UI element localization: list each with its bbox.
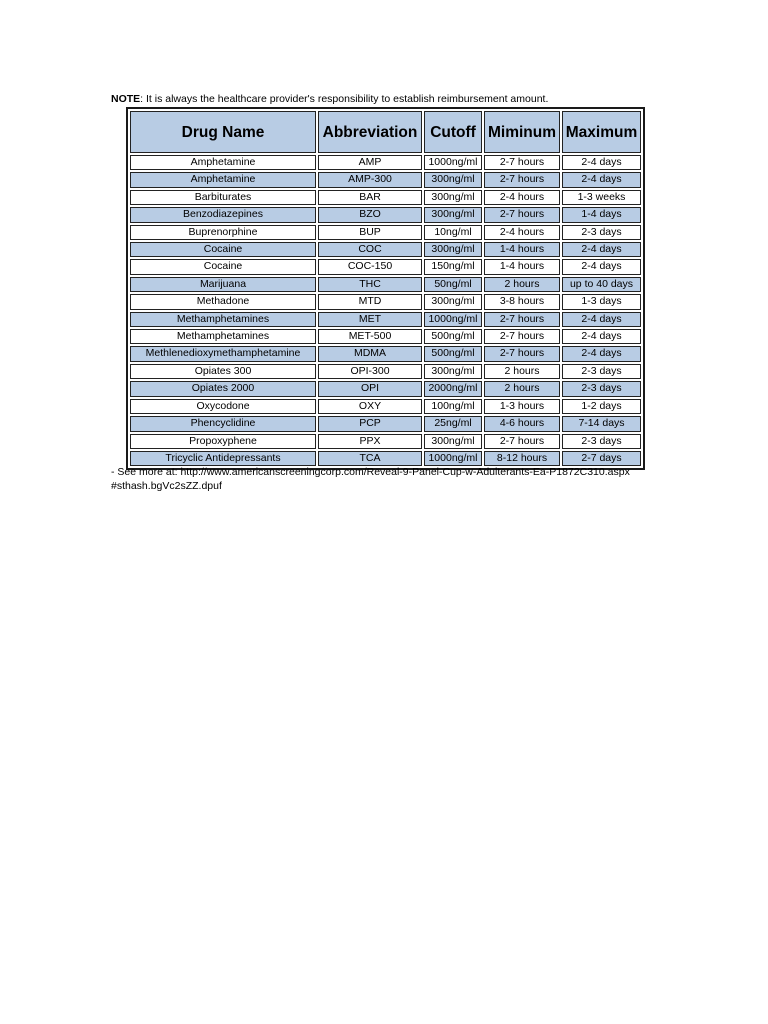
table-row <box>130 190 641 205</box>
cell-cutoff: 150ng/ml <box>424 259 482 274</box>
cell-cutoff: 300ng/ml <box>424 242 482 257</box>
cell-cutoff: 500ng/ml <box>424 346 482 361</box>
cell-minimum: 1-4 hours <box>484 259 560 274</box>
cell-drug-name: Oxycodone <box>130 399 316 414</box>
cell-cutoff: 100ng/ml <box>424 399 482 414</box>
table-row <box>130 399 641 414</box>
cell-drug-name: Tricyclic Antidepressants <box>130 451 316 466</box>
cell-cutoff: 300ng/ml <box>424 434 482 449</box>
table-row <box>130 416 641 431</box>
cell-minimum: 4-6 hours <box>484 416 560 431</box>
cell-cutoff: 300ng/ml <box>424 294 482 309</box>
cell-cutoff: 1000ng/ml <box>424 312 482 327</box>
table-row <box>130 346 641 361</box>
cell-maximum: 2-4 days <box>562 172 641 187</box>
cell-maximum: 2-4 days <box>562 312 641 327</box>
cell-maximum: up to 40 days <box>562 277 641 292</box>
cell-drug-name: Cocaine <box>130 242 316 257</box>
cell-minimum: 2 hours <box>484 277 560 292</box>
cell-maximum: 1-2 days <box>562 399 641 414</box>
cell-minimum: 2-7 hours <box>484 172 560 187</box>
table-row <box>130 172 641 187</box>
cell-maximum: 1-4 days <box>562 207 641 222</box>
cell-maximum: 1-3 days <box>562 294 641 309</box>
cell-maximum: 2-4 days <box>562 242 641 257</box>
cell-minimum: 2 hours <box>484 381 560 396</box>
table-header-row <box>130 111 641 153</box>
table-row <box>130 434 641 449</box>
table-row <box>130 312 641 327</box>
cell-drug-name: Barbiturates <box>130 190 316 205</box>
cell-minimum: 2-7 hours <box>484 346 560 361</box>
cell-minimum: 8-12 hours <box>484 451 560 466</box>
cell-maximum: 2-7 days <box>562 451 641 466</box>
cell-abbreviation: OXY <box>318 399 422 414</box>
cell-minimum: 2-7 hours <box>484 312 560 327</box>
cell-abbreviation: AMP <box>318 155 422 170</box>
table-row <box>130 207 641 222</box>
header-minimum: Miminum <box>484 111 560 153</box>
cell-minimum: 3-8 hours <box>484 294 560 309</box>
cell-minimum: 1-3 hours <box>484 399 560 414</box>
cell-maximum: 7-14 days <box>562 416 641 431</box>
drug-detection-table <box>128 109 643 468</box>
cell-drug-name: Opiates 300 <box>130 364 316 379</box>
cell-drug-name: Phencyclidine <box>130 416 316 431</box>
drug-table-frame <box>126 107 645 470</box>
cell-minimum: 2-7 hours <box>484 207 560 222</box>
cell-cutoff: 300ng/ml <box>424 190 482 205</box>
cell-maximum: 2-3 days <box>562 381 641 396</box>
cell-abbreviation: MET <box>318 312 422 327</box>
table-row <box>130 329 641 344</box>
cell-abbreviation: PCP <box>318 416 422 431</box>
cell-cutoff: 10ng/ml <box>424 225 482 240</box>
table-row <box>130 381 641 396</box>
table-row <box>130 294 641 309</box>
cell-minimum: 2-7 hours <box>484 329 560 344</box>
cell-cutoff: 300ng/ml <box>424 172 482 187</box>
cell-minimum: 2-4 hours <box>484 190 560 205</box>
cell-maximum: 2-4 days <box>562 155 641 170</box>
cell-minimum: 2-7 hours <box>484 434 560 449</box>
cell-abbreviation: THC <box>318 277 422 292</box>
cell-drug-name: Methamphetamines <box>130 312 316 327</box>
see-more-line <box>111 466 631 493</box>
cell-abbreviation: MTD <box>318 294 422 309</box>
cell-drug-name: Marijuana <box>130 277 316 292</box>
table-row <box>130 259 641 274</box>
cell-maximum: 2-4 days <box>562 329 641 344</box>
cell-cutoff: 50ng/ml <box>424 277 482 292</box>
cell-drug-name: Propoxyphene <box>130 434 316 449</box>
cell-drug-name: Buprenorphine <box>130 225 316 240</box>
header-maximum: Maximum <box>562 111 641 153</box>
see-more-link[interactable]: http://www.americanscreeningcorp.com/Reveal-9-Panel-Cup-w-Adulterants-Ea-P1872C310.aspx#sthash.bgVc2sZZ.dpuf <box>111 466 630 492</box>
table-row <box>130 155 641 170</box>
cell-minimum: 2-4 hours <box>484 225 560 240</box>
cell-drug-name: Benzodiazepines <box>130 207 316 222</box>
header-cutoff: Cutoff <box>424 111 482 153</box>
cell-abbreviation: COC-150 <box>318 259 422 274</box>
cell-abbreviation: PPX <box>318 434 422 449</box>
cell-abbreviation: OPI <box>318 381 422 396</box>
see-more-prefix: - See more at: <box>111 466 181 478</box>
table-row <box>130 242 641 257</box>
cell-drug-name: Methadone <box>130 294 316 309</box>
cell-drug-name: Cocaine <box>130 259 316 274</box>
note-text: : It is always the healthcare provider's responsibility to establish reimbursement amount. <box>140 93 549 105</box>
cell-cutoff: 1000ng/ml <box>424 155 482 170</box>
cell-cutoff: 1000ng/ml <box>424 451 482 466</box>
cell-drug-name: Methamphetamines <box>130 329 316 344</box>
cell-cutoff: 300ng/ml <box>424 364 482 379</box>
cell-abbreviation: BAR <box>318 190 422 205</box>
table-row <box>130 364 641 379</box>
cell-drug-name: Amphetamine <box>130 155 316 170</box>
table-body <box>130 155 641 466</box>
cell-drug-name: Amphetamine <box>130 172 316 187</box>
header-abbreviation: Abbreviation <box>318 111 422 153</box>
cell-abbreviation: OPI-300 <box>318 364 422 379</box>
cell-cutoff: 300ng/ml <box>424 207 482 222</box>
cell-abbreviation: BZO <box>318 207 422 222</box>
cell-abbreviation: BUP <box>318 225 422 240</box>
cell-maximum: 2-3 days <box>562 225 641 240</box>
cell-abbreviation: AMP-300 <box>318 172 422 187</box>
cell-abbreviation: MET-500 <box>318 329 422 344</box>
table-row <box>130 225 641 240</box>
cell-minimum: 1-4 hours <box>484 242 560 257</box>
cell-cutoff: 500ng/ml <box>424 329 482 344</box>
cell-minimum: 2-7 hours <box>484 155 560 170</box>
cell-maximum: 1-3 weeks <box>562 190 641 205</box>
cell-drug-name: Opiates 2000 <box>130 381 316 396</box>
cell-maximum: 2-4 days <box>562 259 641 274</box>
cell-maximum: 2-3 days <box>562 434 641 449</box>
cell-cutoff: 25ng/ml <box>424 416 482 431</box>
cell-cutoff: 2000ng/ml <box>424 381 482 396</box>
note-line <box>111 92 548 106</box>
cell-abbreviation: COC <box>318 242 422 257</box>
cell-maximum: 2-3 days <box>562 364 641 379</box>
cell-drug-name: Methlenedioxymethamphetamine <box>130 346 316 361</box>
cell-maximum: 2-4 days <box>562 346 641 361</box>
header-drug-name: Drug Name <box>130 111 316 153</box>
cell-minimum: 2 hours <box>484 364 560 379</box>
table-row <box>130 451 641 466</box>
table-row <box>130 277 641 292</box>
note-label: NOTE <box>111 93 141 105</box>
cell-abbreviation: TCA <box>318 451 422 466</box>
cell-abbreviation: MDMA <box>318 346 422 361</box>
